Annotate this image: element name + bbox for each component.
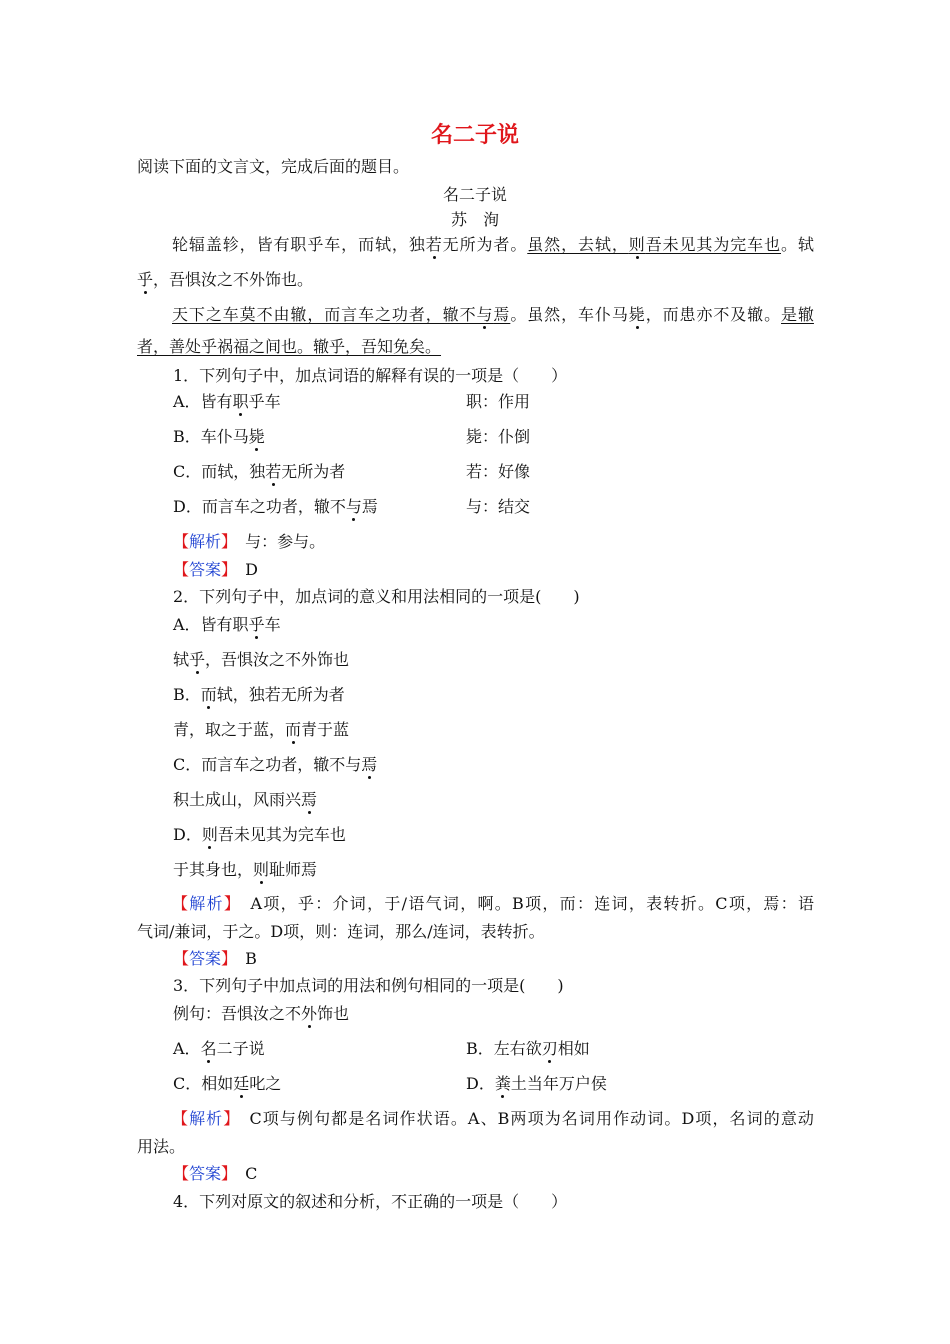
- question-2-line: A．皆有职乎车: [173, 615, 281, 634]
- answer-tag: 【答案】: [173, 949, 230, 968]
- question-3-options-row-1: A．名二子说 B．左右欲刃相如: [173, 1039, 590, 1058]
- dotted-word: 乎: [137, 270, 154, 289]
- question-2-line: B．而轼，独若无所为者: [173, 685, 345, 704]
- analysis-tag: 【解析】: [173, 532, 230, 551]
- passage-paragraph-1-line-2: 乎，吾惧汝之不外饰也。: [137, 270, 314, 289]
- question-2-line: D．则吾未见其为完车也: [173, 825, 346, 844]
- question-2-line: 积土成山，风雨兴焉: [173, 790, 318, 809]
- question-2-answer: 【答案】 B: [173, 949, 257, 968]
- question-2-analysis: 【解析】 A项，乎：介词，于/语气词，啊。B项，而：连词，表转折。C项，焉：语: [172, 894, 814, 913]
- dotted-word: 若: [425, 235, 443, 254]
- question-1-option-b: B．车仆马毙 毙：仆倒: [173, 427, 531, 446]
- question-1-option-d: D．而言车之功者，辙不与焉 与：结交: [173, 497, 531, 516]
- question-2-stem: 2．下列句子中，加点词的意义和用法相同的一项是( ): [173, 587, 580, 606]
- question-1-analysis: 【解析】 与：参与。: [173, 532, 326, 551]
- underlined-sentence: 虽然，去轼，则吾未见其为完车也: [527, 235, 782, 254]
- analysis-tag: 【解析】: [172, 1109, 233, 1128]
- question-2-line: C．而言车之功者，辙不与焉: [173, 755, 378, 774]
- page-title: 名二子说: [430, 122, 519, 148]
- answer-tag: 【答案】: [173, 560, 230, 579]
- question-3-example: 例句：吾惧汝之不外饰也: [173, 1004, 350, 1023]
- answer-tag: 【答案】: [173, 1164, 230, 1183]
- underlined-sentence: 者，善处乎祸福之间也。辙乎，吾知免矣。: [137, 337, 442, 356]
- question-1-option-a: A．皆有职乎车 职：作用: [173, 392, 531, 411]
- question-3-options-row-2: C．相如廷叱之 D．粪土当年万户侯: [173, 1074, 607, 1093]
- dotted-word: 毙: [628, 305, 646, 324]
- question-2-line: 轼乎，吾惧汝之不外饰也: [173, 650, 350, 669]
- question-3-answer: 【答案】 C: [173, 1164, 258, 1183]
- question-3-analysis: 【解析】 C项与例句都是名词作状语。A、B两项为名词用作动词。D项，名词的意动: [172, 1109, 814, 1128]
- passage-paragraph-2-line-2: [137, 337, 441, 359]
- passage-paragraph-1-line-1: 轮辐盖轸，皆有职乎车，而轼，独若无所为者。虽然，去轼，则吾未见其为完车也。轼: [172, 235, 814, 254]
- question-2-analysis-cont: 气词/兼词，于之。D项，则：连词，那么/连词，表转折。: [137, 922, 545, 941]
- passage-author: 苏 洵: [450, 210, 499, 229]
- analysis-tag: 【解析】: [172, 894, 234, 913]
- question-4-stem: 4．下列对原文的叙述和分析，不正确的一项是（ ）: [173, 1192, 568, 1211]
- instruction: 阅读下面的文言文，完成后面的题目。: [137, 157, 410, 176]
- question-3-analysis-cont: 用法。: [137, 1137, 186, 1156]
- question-2-line: 青，取之于蓝，而青于蓝: [173, 720, 350, 739]
- question-2-line: 于其身也，则耻师焉: [173, 860, 318, 879]
- underlined-sentence: 天下之车莫不由辙，而言车之功者，辙不与焉: [172, 305, 511, 324]
- question-1-stem: 1．下列句子中，加点词语的解释有误的一项是（ ）: [173, 366, 568, 385]
- passage-paragraph-2-line-1: 天下之车莫不由辙，而言车之功者，辙不与焉。虽然，车仆马毙，而患亦不及辙。是辙: [172, 305, 814, 324]
- underlined-sentence: 是辙: [781, 305, 814, 324]
- question-1-option-c: C．而轼，独若无所为者 若：好像: [173, 462, 531, 481]
- passage-title: 名二子说: [442, 185, 507, 204]
- question-3-stem: 3．下列句子中加点词的用法和例句相同的一项是( ): [173, 976, 564, 995]
- question-1-answer: 【答案】 D: [173, 560, 258, 579]
